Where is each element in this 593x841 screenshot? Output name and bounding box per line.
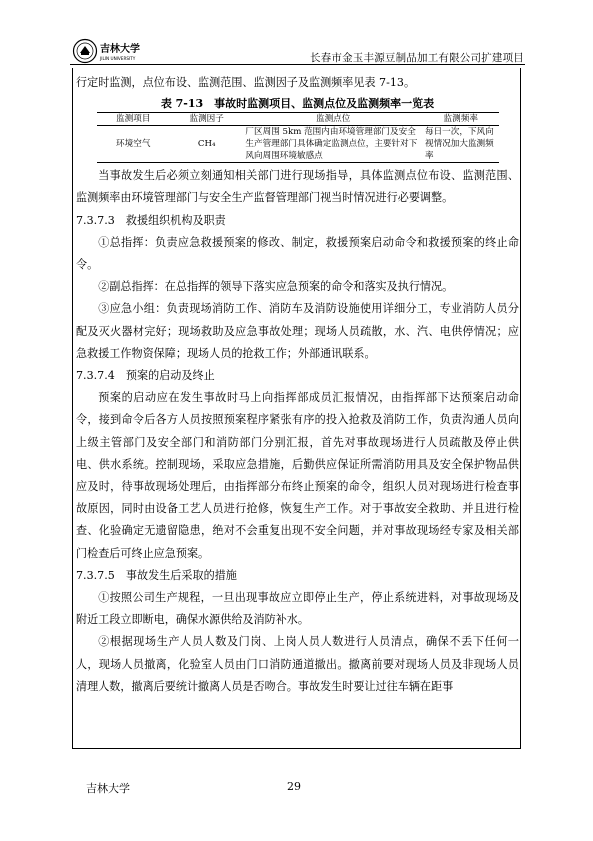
- monitoring-table: [97, 112, 499, 163]
- paragraph-after-table: 当事故发生后必须立刻通知相关部门进行现场指导，具体监测点位布设、监测范围、监测频率由环境管理部门与安全生产监督管理部门视当时情况进行必要调整。: [76, 169, 519, 205]
- svg-text:JILIN UNIVERSITY: JILIN UNIVERSITY: [100, 56, 136, 61]
- paragraph-plan-start-end: 预案的启动应在发生事故时马上向指挥部成员汇报情况，由指挥部下达预案启动命令，接到命令后各方人员按照预案程序紧张有序的投入抢救及消防工作，负责沟通人员向上级主管部门及安全部门和消防部门分别汇报，首先对事故现场进行人员疏散及停止供电、供水系统。控制现场，采取应急措施，后勤供应保证所需消防用具及安全保护物品供应及时，待事故现场处理后，由指挥部分布终止预案的命令，组织人员对现场进行检查事故原因，同时由设备工艺人员进行抢修，恢复生产工作。对于事故安全救助、并且进行检查、化验确定无遗留隐患，绝对不会重复出现不安全问题，并对事故现场经专家及相关部门检查后可终止应急预案。: [76, 391, 519, 560]
- table-header-row: [97, 113, 499, 126]
- measure-evacuation: ②根据现场生产人员人数及门岗、上岗人员人数进行人员清点，确保不丢下任何一人，现场人员撤离，化验室人员由门口消防通道撤出。撤离前要对现场人员及非现场人员清理人数，撤离后要统计撤离人员是否吻合。事故发生时要让过往车辆在距事: [76, 635, 519, 693]
- document-body: [76, 72, 519, 698]
- table-header-item: 监测项目: [97, 113, 170, 126]
- table-row: [97, 126, 499, 163]
- section-heading-7373: 7.3.7.3 救援组织机构及职责: [76, 213, 226, 227]
- header-divider: [70, 64, 525, 65]
- table-title: 表 7-13 事故时监测项目、监测点位及监测频率一览表: [160, 97, 435, 111]
- table-header-factor: 监测因子: [170, 113, 243, 126]
- table-cell-factor: CH₄: [170, 126, 243, 163]
- measure-stop-production: ①按照公司生产规程，一旦出现事故应立即停止生产，停止系统进料，对事故现场及附近工段立即断电，确保水源供给及消防补水。: [76, 591, 519, 627]
- duty-emergency-team: ③应急小组：负责现场消防工作、消防车及消防设施使用详细分工，专业消防人员分配及灭火器材完好；现场救助及应急事故处理；现场人员疏散，水、汽、电供停情况；应急救援工作物资保障；现场人员的抢救工作；外部通讯联系。: [76, 302, 519, 360]
- header-project-title: 长春市金玉丰源豆制品加工有限公司扩建项目: [310, 52, 524, 64]
- table-header-location: 监测点位: [243, 113, 423, 126]
- duty-deputy-commander: ②副总指挥：在总指挥的领导下落实应急预案的命令和落实及执行情况。: [98, 280, 454, 294]
- svg-text:吉林大学: 吉林大学: [100, 44, 140, 55]
- footer-university: 吉林大学: [86, 782, 130, 795]
- duty-commander: ①总指挥：负责应急救援预案的修改、制定，救援预案启动命令和救援预案的终止命令。: [76, 235, 519, 272]
- page-number: 29: [287, 780, 301, 793]
- table-cell-frequency: 每日一次，下风向视情况加大监测频率: [423, 126, 499, 163]
- section-heading-7374: 7.3.7.4 预案的启动及终止: [76, 369, 215, 383]
- table-cell-item: 环境空气: [97, 126, 170, 163]
- university-logo: [72, 38, 156, 64]
- table-header-frequency: 监测频率: [423, 113, 499, 126]
- table-cell-location: 厂区周围 5km 范围内由环境管理部门及安全生产管理部门具体确定监测点位，主要针对下风向周围环境敏感点: [243, 126, 423, 163]
- university-seal-icon: [72, 38, 156, 64]
- section-heading-7375: 7.3.7.5 事故发生后采取的措施: [76, 568, 237, 582]
- intro-line: 行定时监测，点位布设、监测范围、监测因子及监测频率见表 7-13。: [76, 76, 416, 89]
